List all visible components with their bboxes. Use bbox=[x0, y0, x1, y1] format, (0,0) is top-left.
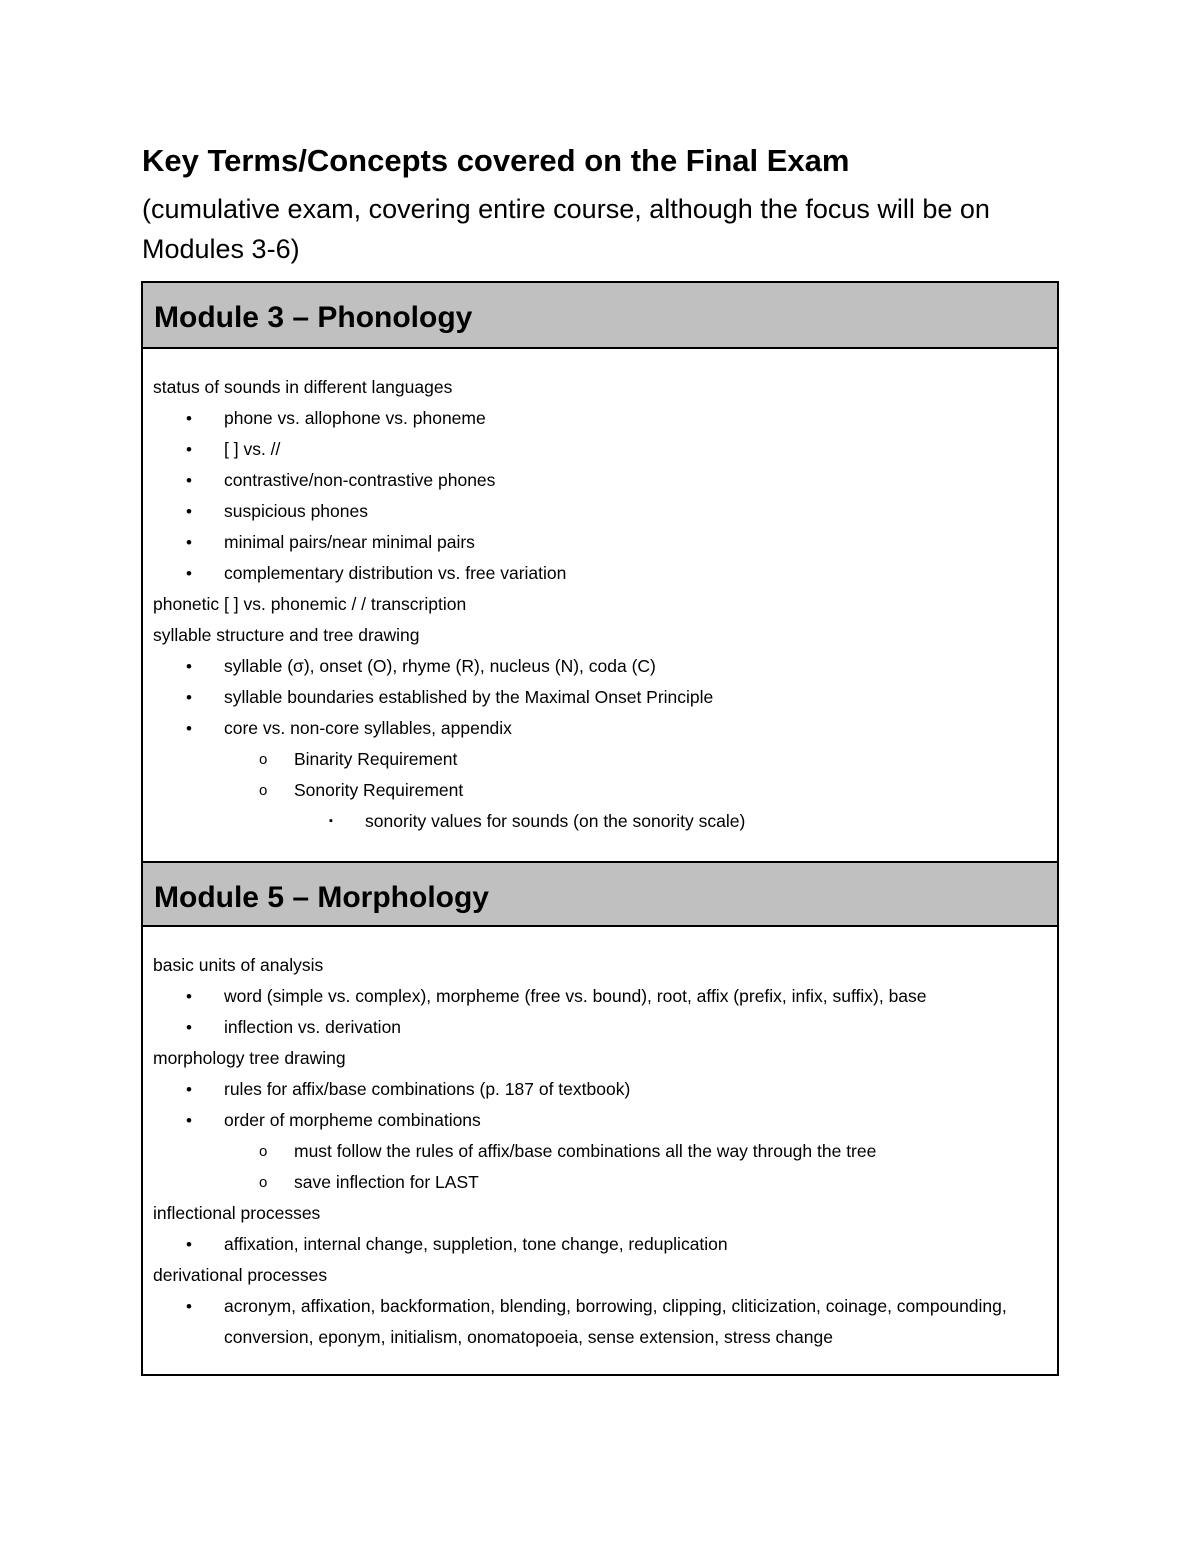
list-item: • contrastive/non-contrastive phones bbox=[153, 465, 1049, 496]
bullet-icon: • bbox=[186, 688, 192, 707]
terms-table bbox=[141, 281, 1059, 1376]
bullet-icon: • bbox=[186, 440, 192, 459]
list-item: • core vs. non-core syllables, appendix bbox=[153, 713, 1049, 744]
list-item: status of sounds in different languages bbox=[153, 377, 453, 397]
list-item: derivational processes bbox=[153, 1265, 328, 1285]
list-item: • syllable boundaries established by the Maximal Onset Principle bbox=[153, 682, 1049, 713]
list-item: • rules for affix/base combinations (p. 187 of textbook) bbox=[153, 1074, 1049, 1105]
list-item: basic units of analysis bbox=[153, 955, 324, 975]
module3-heading: Module 3 – Phonology bbox=[143, 283, 1057, 349]
list-item: • acronym, affixation, backformation, blending, borrowing, clipping, cliticization, coinage, compounding, conversion, eponym, initialism, onomatopoeia, sense extension, stress change bbox=[153, 1291, 1049, 1353]
list-item: • order of morpheme combinations bbox=[153, 1105, 1049, 1136]
bullet-icon: • bbox=[186, 657, 192, 676]
bullet-icon: • bbox=[186, 1111, 192, 1130]
bullet-icon: • bbox=[186, 471, 192, 490]
list-item: inflectional processes bbox=[153, 1203, 321, 1223]
bullet-icon: • bbox=[186, 1018, 192, 1037]
list-item: • complementary distribution vs. free variation bbox=[153, 558, 1049, 589]
list-item: • word (simple vs. complex), morpheme (free vs. bound), root, affix (prefix, infix, suffix), base bbox=[153, 981, 1049, 1012]
list-item: o Sonority Requirement bbox=[153, 775, 1049, 806]
bullet-icon: • bbox=[186, 1080, 192, 1099]
list-item: o Binarity Requirement bbox=[153, 744, 1049, 775]
page-subtitle: (cumulative exam, covering entire course, although the focus will be on Modules 3-6) bbox=[142, 194, 990, 264]
circle-bullet-icon: o bbox=[259, 782, 268, 799]
bullet-icon: • bbox=[186, 987, 192, 1006]
bullet-icon: • bbox=[186, 1297, 192, 1316]
bullet-icon: • bbox=[186, 502, 192, 521]
circle-bullet-icon: o bbox=[259, 1174, 268, 1191]
list-item: • phone vs. allophone vs. phoneme bbox=[153, 403, 1049, 434]
square-bullet-icon: ▪ bbox=[329, 815, 333, 827]
circle-bullet-icon: o bbox=[259, 751, 268, 768]
list-item: • suspicious phones bbox=[153, 496, 1049, 527]
module3-body bbox=[143, 349, 1057, 861]
list-item: syllable structure and tree drawing bbox=[153, 625, 420, 645]
list-item: o save inflection for LAST bbox=[153, 1167, 1049, 1198]
list-item: o must follow the rules of affix/base combinations all the way through the tree bbox=[153, 1136, 1049, 1167]
page-title: Key Terms/Concepts covered on the Final Exam bbox=[142, 143, 850, 178]
list-item: • minimal pairs/near minimal pairs bbox=[153, 527, 1049, 558]
list-item: • syllable (σ), onset (O), rhyme (R), nucleus (N), coda (C) bbox=[153, 651, 1049, 682]
bullet-icon: • bbox=[186, 409, 192, 428]
module5-body bbox=[143, 927, 1057, 1374]
bullet-icon: • bbox=[186, 1235, 192, 1254]
module5-heading: Module 5 – Morphology bbox=[143, 861, 1057, 927]
list-item: • inflection vs. derivation bbox=[153, 1012, 1049, 1043]
bullet-icon: • bbox=[186, 533, 192, 552]
list-item: • affixation, internal change, suppletion, tone change, reduplication bbox=[153, 1229, 1049, 1260]
list-item: morphology tree drawing bbox=[153, 1048, 346, 1068]
list-item: ▪ sonority values for sounds (on the sonority scale) bbox=[153, 806, 1049, 837]
list-item: • [ ] vs. // bbox=[153, 434, 1049, 465]
bullet-icon: • bbox=[186, 564, 192, 583]
list-item: phonetic [ ] vs. phonemic / / transcription bbox=[153, 594, 467, 614]
bullet-icon: • bbox=[186, 719, 192, 738]
circle-bullet-icon: o bbox=[259, 1143, 268, 1160]
